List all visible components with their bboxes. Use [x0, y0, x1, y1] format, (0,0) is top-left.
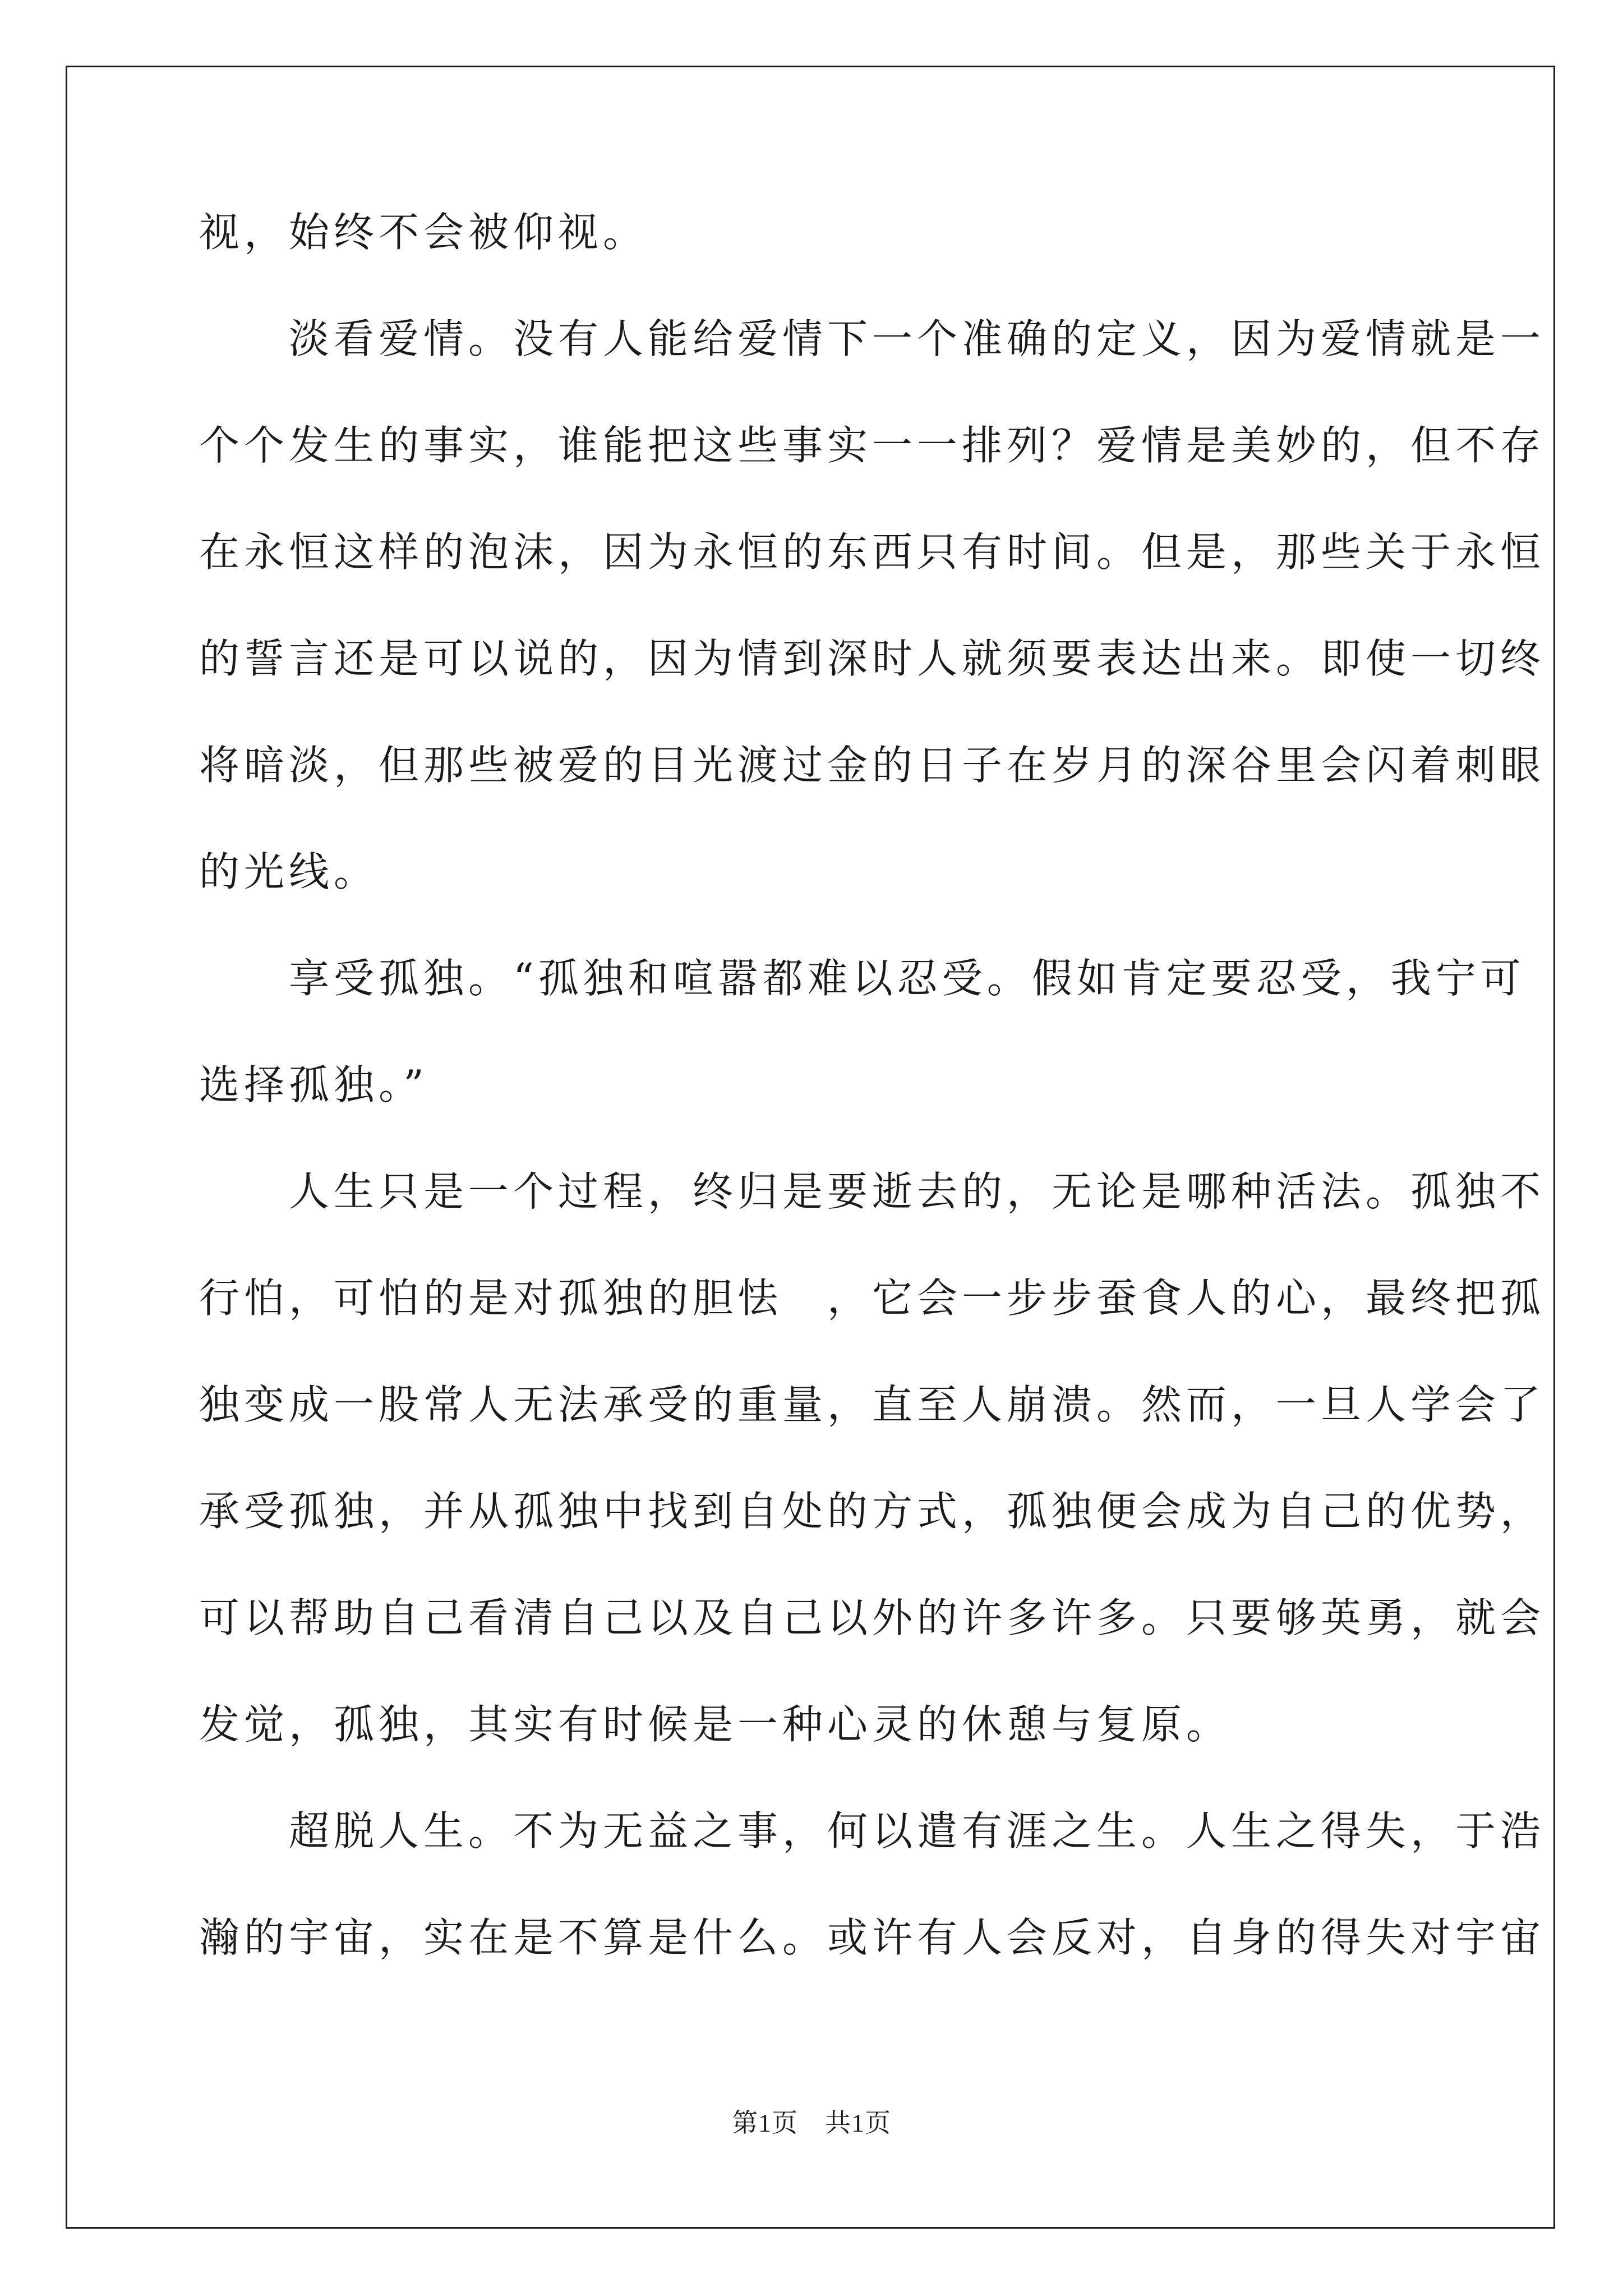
text-line: 个个发生的事实，谁能把这些事实一一排列？爱情是美妙的，但不存 — [199, 422, 1546, 469]
text-line: 人生只是一个过程，终归是要逝去的，无论是哪种活法。孤独不 — [199, 1168, 1546, 1215]
text-line: 将暗淡，但那些被爱的目光渡过金的日子在岁月的深谷里会闪着刺眼 — [199, 742, 1546, 789]
text-line: 选择孤独。” — [199, 1061, 428, 1108]
text-line: 承受孤独，并从孤独中找到自处的方式，孤独便会成为自己的优势， — [199, 1488, 1546, 1535]
page-border — [66, 66, 1555, 2229]
page-number: 第1页 — [732, 2109, 798, 2137]
text-line: 的光线。 — [199, 848, 379, 895]
text-line: 在永恒这样的泡沫，因为永恒的东西只有时间。但是，那些关于永恒 — [199, 528, 1546, 576]
page-footer — [0, 2102, 1623, 2139]
page-total: 共1页 — [825, 2109, 891, 2137]
text-line: 享受孤独。“孤独和喧嚣都难以忍受。假如肯定要忍受，我宁可 — [199, 955, 1525, 1002]
text-line: 超脱人生。不为无益之事，何以遣有涯之生。人生之得失，于浩 — [199, 1807, 1546, 1855]
text-line: 瀚的宇宙，实在是不算是什么。或许有人会反对，自身的得失对宇宙 — [199, 1914, 1546, 1961]
text-line: 发觉，孤独，其实有时候是一种心灵的休憩与复原。 — [199, 1701, 1232, 1748]
text-line: 淡看爱情。没有人能给爱情下一个准确的定义，因为爱情就是一 — [199, 315, 1546, 362]
text-line: 可以帮助自己看清自己以及自己以外的许多许多。只要够英勇，就会 — [199, 1594, 1546, 1641]
text-line: 独变成一股常人无法承受的重量，直至人崩溃。然而，一旦人学会了 — [199, 1381, 1546, 1428]
text-line: 的誓言还是可以说的，因为情到深时人就须要表达出来。即使一切终 — [199, 635, 1546, 682]
text-line: 视，始终不会被仰视。 — [199, 209, 648, 256]
text-line: 行怕，可怕的是对孤独的胆怯 ，它会一步步蚕食人的心，最终把孤 — [199, 1274, 1546, 1322]
